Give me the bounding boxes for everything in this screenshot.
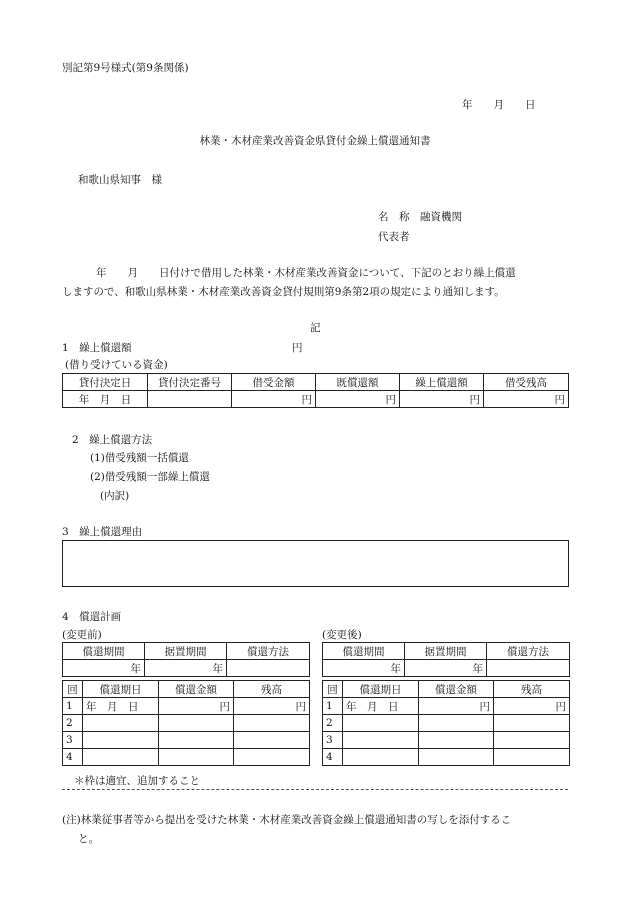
table-cell [159, 715, 234, 732]
header-cell: 貸付決定番号 [148, 374, 232, 391]
sender-representative: 代表者 [378, 231, 410, 243]
section4-footnote: ＊枠は適宜、追加すること [74, 775, 200, 787]
section2-detail: (内訳) [100, 490, 130, 502]
document-title: 林業・木材産業改善資金県貸付金繰上償還通知書 [199, 135, 431, 147]
schedule-header-row [323, 681, 570, 698]
after-label: (変更後) [322, 629, 362, 641]
after-summary-table [322, 642, 570, 677]
table-cell: 3 [63, 732, 83, 749]
table-row [63, 698, 310, 715]
table-cell: 年 [145, 660, 227, 677]
header-cell: 償還金額 [419, 681, 494, 698]
dashed-divider [62, 789, 568, 790]
table-cell: 円 [484, 391, 569, 408]
table-cell: 年 月 日 [63, 391, 148, 408]
header-cell: 償還期日 [83, 681, 159, 698]
note-line-1: (注)林業従事者等から提出を受けた林業・木材産業改善資金繰上償還通知書の写しを添付するこ [62, 814, 512, 826]
header-cell: 回 [63, 681, 83, 698]
table-cell [419, 749, 494, 766]
table-cell [83, 732, 159, 749]
table-cell [419, 732, 494, 749]
table-cell: 3 [323, 732, 343, 749]
table-cell [419, 715, 494, 732]
table-cell: 4 [323, 749, 343, 766]
table-row [323, 732, 570, 749]
table-cell: 2 [323, 715, 343, 732]
table-cell [234, 749, 310, 766]
table-cell [343, 715, 419, 732]
table-cell: 1 [63, 698, 83, 715]
table-cell: 年 [323, 660, 405, 677]
loan-table [62, 373, 569, 408]
reason-box [62, 540, 569, 587]
table-cell: 年 [405, 660, 487, 677]
table-cell: 4 [63, 749, 83, 766]
table-cell: 円 [494, 698, 570, 715]
table-cell [494, 732, 570, 749]
table-cell [487, 660, 570, 677]
header-cell: 据置期間 [145, 643, 227, 660]
table-cell [159, 732, 234, 749]
before-summary-table [62, 642, 310, 677]
table-row [323, 698, 570, 715]
body-line-1: 年 月 日付けで借用した林業・木材産業改善資金について、下記のとおり繰上償還 [96, 267, 516, 279]
table-cell: 2 [63, 715, 83, 732]
table-cell [159, 749, 234, 766]
table-row [63, 749, 310, 766]
section2-heading: 2 繰上償還方法 [72, 434, 153, 446]
table-row [63, 715, 310, 732]
table-cell: 年 月 日 [343, 698, 419, 715]
summary-header-row [323, 643, 570, 660]
table-cell [234, 715, 310, 732]
table-cell: 円 [232, 391, 316, 408]
addressee: 和歌山県知事 様 [78, 174, 162, 186]
header-cell: 償還方法 [227, 643, 310, 660]
section4-heading: 4 償還計画 [62, 611, 122, 623]
table-cell: 年 [63, 660, 145, 677]
table-row [63, 732, 310, 749]
sender-name: 名 称 融資機関 [378, 211, 462, 223]
table-cell: 円 [419, 698, 494, 715]
header-cell: 繰上償還額 [400, 374, 484, 391]
table-cell [234, 732, 310, 749]
header-cell: 償還期間 [323, 643, 405, 660]
table-cell: 円 [234, 698, 310, 715]
table-row [63, 660, 310, 677]
date-line: 年 月 日 [462, 99, 536, 111]
table-row [63, 391, 569, 408]
before-label: (変更前) [62, 629, 102, 641]
section2-option-1: (1)借受残額一括償還 [90, 452, 189, 464]
table-cell: 円 [316, 391, 400, 408]
header-cell: 償還金額 [159, 681, 234, 698]
header-cell: 償還期間 [63, 643, 145, 660]
table-cell [148, 391, 232, 408]
table-cell [83, 715, 159, 732]
table-cell [494, 749, 570, 766]
table-row [323, 660, 570, 677]
header-cell: 借受金額 [232, 374, 316, 391]
header-cell: 残高 [234, 681, 310, 698]
loan-table-header [63, 374, 569, 391]
table-cell: 年 月 日 [83, 698, 159, 715]
header-cell: 償還方法 [487, 643, 570, 660]
header-cell: 据置期間 [405, 643, 487, 660]
table-row [323, 715, 570, 732]
table-cell [343, 732, 419, 749]
table-cell [343, 749, 419, 766]
before-schedule-table [62, 680, 310, 766]
section1-sub: (借り受けている資金) [65, 359, 168, 371]
header-cell: 貸付決定日 [63, 374, 148, 391]
note-line-2: と。 [78, 833, 99, 845]
summary-header-row [63, 643, 310, 660]
section3-heading: 3 繰上償還理由 [62, 526, 143, 538]
table-cell: 円 [400, 391, 484, 408]
ki-label: 記 [310, 322, 321, 334]
section1-heading: 1 繰上償還額 [62, 342, 132, 354]
header-cell: 既償還額 [316, 374, 400, 391]
header-cell: 借受残高 [484, 374, 569, 391]
section2-option-2: (2)借受残額一部繰上償還 [90, 471, 210, 483]
table-cell [83, 749, 159, 766]
section1-yen: 円 [292, 342, 303, 354]
form-label: 別記第9号様式(第9条関係) [62, 62, 189, 74]
header-cell: 回 [323, 681, 343, 698]
header-cell: 償還期日 [343, 681, 419, 698]
header-cell: 残高 [494, 681, 570, 698]
table-cell [494, 715, 570, 732]
body-line-2: しますので、和歌山県林業・木材産業改善資金貸付規則第9条第2項の規定により通知します。 [62, 286, 505, 298]
table-cell: 1 [323, 698, 343, 715]
after-schedule-table [322, 680, 570, 766]
table-cell [227, 660, 310, 677]
table-row [323, 749, 570, 766]
table-cell: 円 [159, 698, 234, 715]
schedule-header-row [63, 681, 310, 698]
